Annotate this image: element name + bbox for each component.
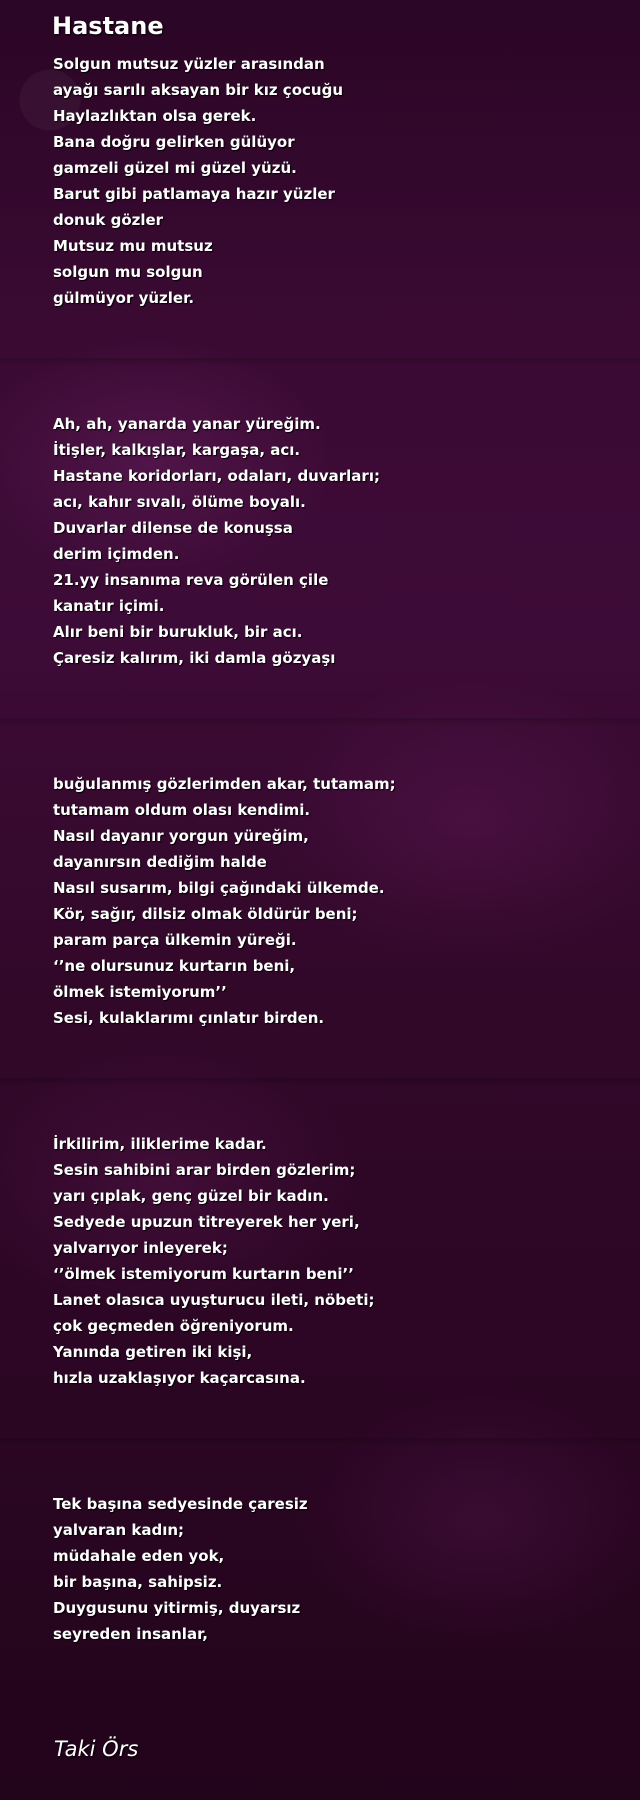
- poem-line: 21.yy insanıma reva görülen çile: [53, 571, 329, 589]
- poem-line: Haylazlıktan olsa gerek.: [53, 107, 257, 125]
- stanza-1: [53, 51, 613, 311]
- stanza-4: [53, 1131, 613, 1391]
- poem-line: tutamam oldum olası kendimi.: [53, 801, 311, 819]
- poem-line: İtişler, kalkışlar, kargaşa, acı.: [53, 441, 301, 459]
- poem-line: Yanında getiren iki kişi,: [53, 1343, 253, 1361]
- poem-line: ölmek istemiyorum’’: [53, 983, 227, 1001]
- background-band: [0, 718, 640, 726]
- poem-line: gülmüyor yüzler.: [53, 289, 195, 307]
- poem-author: Taki Örs: [54, 1737, 139, 1761]
- poem-line: İrkilirim, iliklerime kadar.: [53, 1135, 267, 1153]
- poem-line: Sedyede upuzun titreyerek her yeri,: [53, 1213, 360, 1231]
- stanza-2: [53, 411, 613, 671]
- poem-line: Barut gibi patlamaya hazır yüzler: [53, 185, 335, 203]
- poem-line: ‘’ne olursunuz kurtarın beni,: [53, 957, 296, 975]
- poem-line: Sesin sahibini arar birden gözlerim;: [53, 1161, 356, 1179]
- background-band: [0, 358, 640, 366]
- poem-line: yarı çıplak, genç güzel bir kadın.: [53, 1187, 329, 1205]
- poem-line: Alır beni bir burukluk, bir acı.: [53, 623, 303, 641]
- stanza-5: [53, 1491, 613, 1647]
- poem-line: bir başına, sahipsiz.: [53, 1573, 223, 1591]
- background-band: [0, 1438, 640, 1446]
- poem-line: Duygusunu yitirmiş, duyarsız: [53, 1599, 301, 1617]
- poem-line: Tek başına sedyesinde çaresiz: [53, 1495, 308, 1513]
- poem-line: kanatır içimi.: [53, 597, 165, 615]
- poem-line: müdahale eden yok,: [53, 1547, 225, 1565]
- poem-line: dayanırsın dediğim halde: [53, 853, 267, 871]
- poem-line: acı, kahır sıvalı, ölüme boyalı.: [53, 493, 306, 511]
- poem-line: yalvarıyor inleyerek;: [53, 1239, 228, 1257]
- background-band: [0, 1078, 640, 1086]
- poem-line: Sesi, kulaklarımı çınlatır birden.: [53, 1009, 325, 1027]
- poem-line: Duvarlar dilense de konuşsa: [53, 519, 293, 537]
- poem-line: seyreden insanlar,: [53, 1625, 208, 1643]
- poem-line: Hastane koridorları, odaları, duvarları;: [53, 467, 380, 485]
- poem-line: Mutsuz mu mutsuz: [53, 237, 213, 255]
- poem-line: solgun mu solgun: [53, 263, 203, 281]
- poem-line: Ah, ah, yanarda yanar yüreğim.: [53, 415, 321, 433]
- poem-line: Nasıl dayanır yorgun yüreğim,: [53, 827, 309, 845]
- poem-line: Kör, sağır, dilsiz olmak öldürür beni;: [53, 905, 358, 923]
- poem-line: yalvaran kadın;: [53, 1521, 185, 1539]
- poem-line: hızla uzaklaşıyor kaçarcasına.: [53, 1369, 306, 1387]
- poem-line: Lanet olasıca uyuşturucu ileti, nöbeti;: [53, 1291, 375, 1309]
- poem-line: derim içimden.: [53, 545, 180, 563]
- poem-line: param parça ülkemin yüreği.: [53, 931, 297, 949]
- poem-line: donuk gözler: [53, 211, 164, 229]
- poem-title: Hastane: [52, 12, 164, 40]
- poem-line: çok geçmeden öğreniyorum.: [53, 1317, 294, 1335]
- poem-line: buğulanmış gözlerimden akar, tutamam;: [53, 775, 396, 793]
- poem-line: Solgun mutsuz yüzler arasından: [53, 55, 325, 73]
- poem-line: Çaresiz kalırım, iki damla gözyaşı: [53, 649, 336, 667]
- poem-line: ayağı sarılı aksayan bir kız çocuğu: [53, 81, 343, 99]
- poem-line: Bana doğru gelirken gülüyor: [53, 133, 295, 151]
- poem-line: Nasıl susarım, bilgi çağındaki ülkemde.: [53, 879, 385, 897]
- poem-line: ‘’ölmek istemiyorum kurtarın beni’’: [53, 1265, 354, 1283]
- stanza-3: [53, 771, 613, 1031]
- poem-line: gamzeli güzel mi güzel yüzü.: [53, 159, 297, 177]
